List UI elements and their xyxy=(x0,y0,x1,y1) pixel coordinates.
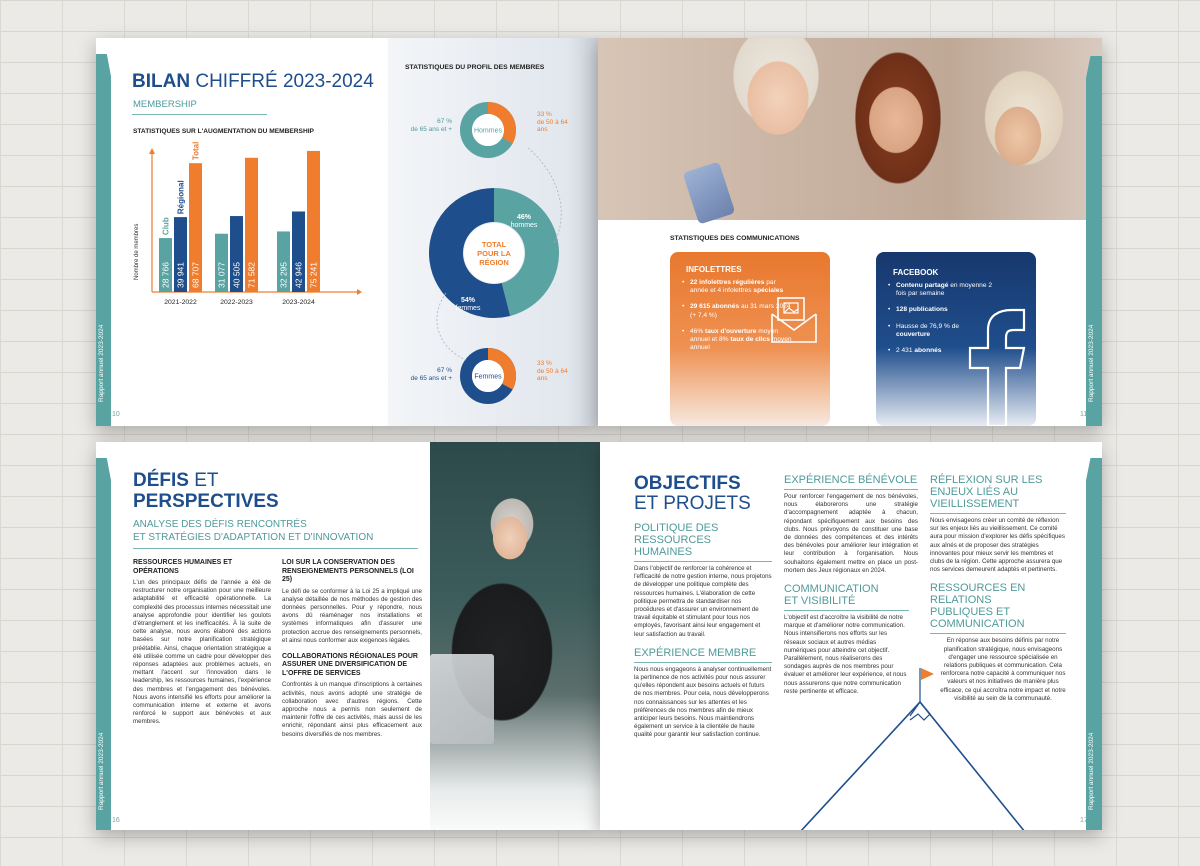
center-text: RÉGION xyxy=(479,258,509,267)
newsletter-icon xyxy=(768,296,820,346)
fb-item-1: • Contenu partagé en moyenne 2 fois par semaine xyxy=(888,282,994,298)
x-tick-label: 2023-2024 xyxy=(282,299,315,306)
hommes-donut-label: Hommes xyxy=(473,127,503,135)
bar-value-label: 42 946 xyxy=(293,262,304,288)
fb-item-4: • 2 431 abonnés xyxy=(888,347,994,355)
series-name-label: Total xyxy=(191,141,201,161)
card-title: INFOLETTRES xyxy=(686,265,742,274)
hommes-pct-label: hommes xyxy=(510,222,538,229)
center-text: POUR LA xyxy=(477,249,511,258)
series-name-label: Régional xyxy=(176,180,186,215)
rp-body: En réponse aux besoins définis par notre planification stratégique, nous envisageons d'engager une ressource spécialisée en relations publiques et communication. Cela renforcera notre capacité à communiquer nos valeurs et nos initiatives de manière plus efficace, ce qui accroîtra notre impact et notre visibilité au sein de la communauté. xyxy=(930,633,1066,703)
side-text: Rapport annuel 2023-2024 xyxy=(98,324,105,402)
com-heading: COMMUNICATION ET VISIBILITÉ xyxy=(784,583,879,608)
femmes-left-stat xyxy=(394,367,452,382)
divider xyxy=(133,548,418,549)
page-number: 17 xyxy=(1080,817,1088,824)
page-17 xyxy=(600,442,1102,830)
exb-heading: EXPÉRIENCE BÉNÉVOLE xyxy=(784,474,918,486)
stat-label: de 50 à 64 ans xyxy=(537,118,568,133)
title-line-1: OBJECTIFS xyxy=(634,473,741,494)
col-1 xyxy=(634,522,772,740)
rh-heading: RESSOURCES HUMAINES ET OPÉRATIONS xyxy=(133,559,233,575)
series-name-label: Club xyxy=(161,217,171,236)
bar-value-label: 68 707 xyxy=(190,262,201,288)
bar-value-label: 39 941 xyxy=(175,262,186,288)
hommes-left-stat xyxy=(394,118,452,133)
comm-heading: STATISTIQUES DES COMMUNICATIONS xyxy=(670,235,800,242)
x-tick-label: 2021-2022 xyxy=(164,299,197,306)
side-text: Rapport annuel 2023-2024 xyxy=(98,732,105,810)
title-line-2: PERSPECTIVES xyxy=(133,491,279,512)
rh-body: L'un des principaux défis de l'année a été de restructurer notre organisation pour une meilleure adaptabilité et efficacité opérationnelle. La complexité des processus internes nécessitait une analyse approfondie pour identifier les goulots d'étranglement et les inefficacités. À la suite de cette analyse, nous avons élaboré des actions basées sur notre planification stratégique préétablie. Ainsi, chaque orientation stratégique a été utilisée comme un cadre pour développer des réponses adaptées aux problèmes actuels, en mettant l'accent sur l'innovation dans le leadership, les ressources humaines, l'expérience des membres et l'engagement des bénévoles. Nous avons intensifié les efforts pour améliorer la communication interne et externe et avons renforcé le support aux bénévoles et aux membres. xyxy=(133,579,271,726)
collab-heading: COLLABORATIONS RÉGIONALES POUR ASSURER UNE DIVERSIFICATION DE L'OFFRE DE SERVICES xyxy=(282,652,418,677)
page-16 xyxy=(96,442,600,830)
bar-value-label: 31 077 xyxy=(216,262,227,288)
loi-heading: LOI SUR LA CONSERVATION DES RENSEIGNEMENTS PERSONNELS (LOI 25) xyxy=(282,559,414,583)
bar-value-label: 28 766 xyxy=(160,262,171,288)
info-item-2: • 29 615 abonnés au 31 mars 2024 (+ 7,4 %) xyxy=(682,303,794,319)
stat-value: 67 % xyxy=(437,118,452,125)
page-title: DÉFIS ET PERSPECTIVES xyxy=(133,470,279,512)
membership-bar-chart xyxy=(126,142,366,322)
page-title: BILAN CHIFFRÉ 2023-2024 xyxy=(132,71,374,92)
exm-body: Nous nous engageons à analyser continuellement la pertinence de nos activités pour nous assurer qu'elles répondent aux besoins actuels et futurs de nos membres. Pour cela, nous développerons nos connaissances sur les attentes et les préférences de nos membres afin de mieux anticiper leurs besoins. Nous maintiendrons également un service à la clientèle de haute qualité pour garantir leur satisfaction continue. xyxy=(634,662,772,740)
divider xyxy=(132,114,267,115)
page-number: 10 xyxy=(112,411,120,418)
card-title: FACEBOOK xyxy=(893,268,939,277)
title-line-2: ET PROJETS xyxy=(634,493,751,514)
ref-heading: RÉFLEXION SUR LES ENJEUX LIÉS AU VIEILLISSEMENT xyxy=(930,474,1043,510)
femmes-pct: 54% xyxy=(460,297,476,304)
ref-body: Nous envisageons créer un comité de réflexion sur les enjeux liés au vieillissement. Ce comité aura pour mission d'explorer les défis spécifiques aux aînés et de proposer des stratégies innovantes pour mieux servir les membres et clubs de la région. Cette approche assurera que nos services demeurent adaptés et pertinents. xyxy=(930,513,1066,574)
bar-value-label: 32 295 xyxy=(278,262,289,288)
bar-value-label: 40 505 xyxy=(231,262,242,288)
col-3 xyxy=(930,474,1066,703)
page-number: 11 xyxy=(1080,411,1088,418)
femmes-donut-label: Femmes xyxy=(474,373,502,381)
femmes-pct-label: femmes xyxy=(455,305,481,312)
collab-body: Confrontés à un manque d'inscriptions à certaines activités, nous avons adopté une stratégie de collaboration avec d'autres régions. Cette approche nous a permis non seulement de maintenir l'offre de ces activités, mais aussi de les enrichir, répondant ainsi plus efficacement aux besoins diversifiés de nos membres. xyxy=(282,681,422,738)
fb-item-2: • 128 publications xyxy=(888,306,994,314)
stat-value: 67 % xyxy=(437,367,452,374)
page-title xyxy=(634,474,751,514)
facebook-card xyxy=(876,252,1036,426)
page-number: 16 xyxy=(112,817,120,824)
rh-column xyxy=(133,559,271,727)
rp-heading: RESSOURCES EN RELATIONS PUBLIQUES ET COMMUNICATION xyxy=(930,582,1026,631)
chart-heading: STATISTIQUES SUR L'AUGMENTATION DU MEMBERSHIP xyxy=(133,128,314,135)
mountain-flag-illustration xyxy=(800,692,1030,830)
seniors-photo xyxy=(598,38,1102,220)
infolettres-card xyxy=(670,252,830,426)
com-body: L'objectif est d'accroître la visibilité de notre marque et d'améliorer notre communication. Nous intensifierons nos efforts sur les réseaux sociaux et autres médias numériques pour atteindre cet objectif. Parallèlement, nous réaliserons des sondages auprès de nos membres pour évaluer et améliorer leur expérience, et nous nous assurerons que notre communication reste pertinente et efficace. xyxy=(784,610,909,696)
info-item-3: • 46% taux d'ouverture moyen annuel et 8% taux de clics moyen annuel xyxy=(682,328,794,353)
side-text: Rapport annuel 2023-2024 xyxy=(1088,324,1095,402)
center-text: TOTAL xyxy=(481,240,507,249)
stat-value: 33 % xyxy=(537,360,552,367)
hommes-right-stat xyxy=(537,111,577,134)
pol-heading: POLITIQUE DES RESSOURCES HUMAINES xyxy=(634,522,719,558)
femmes-right-stat xyxy=(537,360,577,383)
info-item-1: • 22 infolettres régulières par année et 4 infolettres spéciales xyxy=(682,279,794,295)
exb-body: Pour renforcer l'engagement de nos bénévoles, nous élaborerons une stratégie d'accompagnement adaptée à chacun, répondant spécifiquement aux besoins des clubs. Nous prévoyons de constituer une base de données des compétences et des intérêts des bénévoles pour améliorer leur intégration et leur contribution à l'organisation. Nous souhaitons également mettre en place un post-mortem des Jeux régionaux en 2024. xyxy=(784,489,918,575)
stat-label: de 65 ans et + xyxy=(410,125,452,133)
y-axis-label: Nombre de membres xyxy=(134,223,140,280)
subtitle-line-1: ANALYSE DES DÉFIS RENCONTRÉS xyxy=(133,519,307,530)
facebook-icon xyxy=(960,308,1032,426)
bar-value-label: 75 241 xyxy=(308,262,319,288)
y-axis-arrow xyxy=(149,148,155,154)
woman-laptop-photo xyxy=(430,442,600,830)
page-11 xyxy=(598,38,1102,426)
x-axis-arrow xyxy=(357,289,362,295)
x-tick-label: 2022-2023 xyxy=(220,299,253,306)
profile-heading: STATISTIQUES DU PROFIL DES MEMBRES xyxy=(405,64,545,71)
subtitle-line-2: ET STRATÉGIES D'ADAPTATION ET D'INNOVATION xyxy=(133,531,374,543)
hommes-pct: 46% xyxy=(516,214,532,221)
col-2 xyxy=(784,474,918,696)
laptop xyxy=(430,654,494,744)
loi-body: Le défi de se conformer à la Loi 25 a impliqué une analyse détaillée de nos méthodes de gestion des données personnelles. Pour y répondre, nous avons dû réaménager nos installations et systèmes informatiques afin d'assurer une protection accrue des renseignements personnels, et ainsi nous conformer aux exigences légales. xyxy=(282,587,422,644)
page-subtitle xyxy=(133,519,373,544)
section-subtitle: MEMBERSHIP xyxy=(133,99,197,110)
page-10 xyxy=(96,38,598,426)
side-text: Rapport annuel 2023-2024 xyxy=(1088,732,1095,810)
stat-label: de 65 ans et + xyxy=(410,374,452,382)
stat-value: 33 % xyxy=(537,111,552,118)
exm-heading: EXPÉRIENCE MEMBRE xyxy=(634,646,757,659)
loi-column xyxy=(282,559,422,739)
stat-label: de 50 à 64 ans xyxy=(537,367,568,382)
pol-body: Dans l'objectif de renforcer la cohérence et l'efficacité de notre gestion interne, nous projetons de développer une politique complète des ressources humaines. L'élaboration de cette politique permettra de standardiser nos procédures et d'assurer un environnement de travail équitable et stimulant pour tous nos employés, favorisant ainsi leur engagement et leur satisfaction au travail. xyxy=(634,561,772,639)
bar-value-label: 71 582 xyxy=(246,262,257,288)
fb-item-3: • Hausse de 76,9 % de couverture xyxy=(888,323,994,339)
